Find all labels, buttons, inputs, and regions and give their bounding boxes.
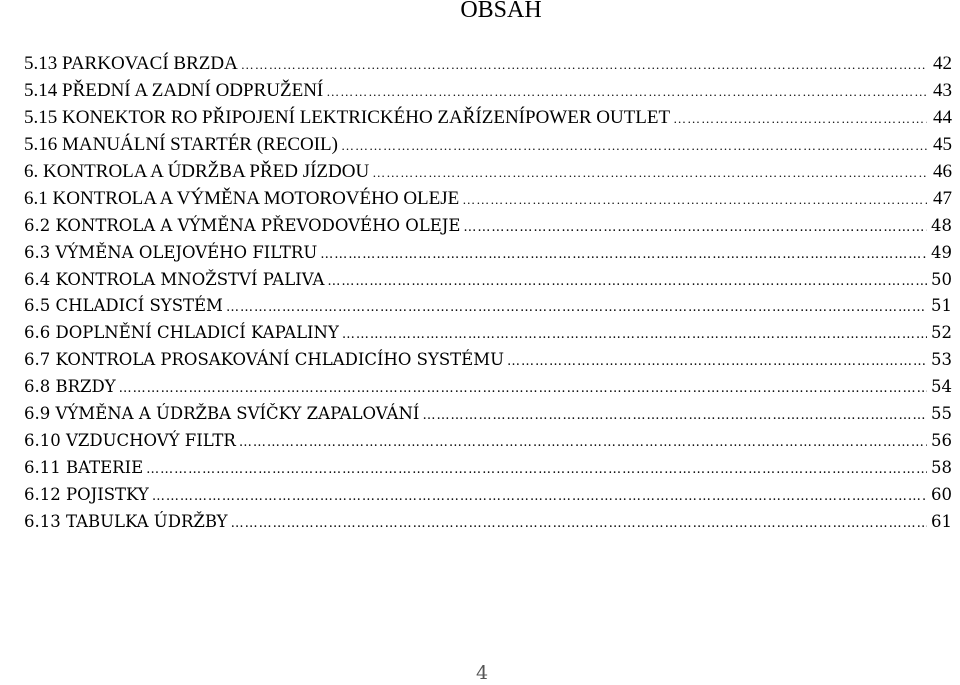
toc-entry[interactable] bbox=[24, 105, 952, 132]
toc-entry-page: 46 bbox=[933, 160, 952, 182]
toc-entry-page: 61 bbox=[931, 511, 952, 531]
toc-entry-label: 6.13 TABULKA ÚDRŽBY bbox=[24, 511, 228, 531]
toc-entry[interactable] bbox=[24, 186, 952, 213]
toc-leader-dots bbox=[673, 106, 927, 132]
toc-entry[interactable] bbox=[24, 320, 952, 347]
toc-leader-dots bbox=[462, 187, 927, 213]
toc-leader-dots bbox=[320, 242, 927, 268]
toc-entry[interactable] bbox=[24, 159, 952, 186]
toc-entry-label: 5.13 PARKOVACÍ BRZDA bbox=[24, 53, 238, 74]
toc-leader-dots bbox=[152, 484, 927, 510]
toc-entry-page: 58 bbox=[931, 458, 952, 478]
toc-leader-dots bbox=[341, 133, 927, 159]
toc-entry-page: 48 bbox=[931, 215, 952, 235]
toc-entry[interactable] bbox=[24, 428, 952, 455]
toc-entry-page: 45 bbox=[933, 133, 952, 155]
toc-entry[interactable] bbox=[24, 132, 952, 159]
toc-entry-label: 6. KONTROLA A ÚDRŽBA PŘED JÍZDOU bbox=[24, 160, 370, 182]
toc-entry-page: 49 bbox=[931, 242, 952, 262]
toc-entry[interactable] bbox=[24, 293, 952, 320]
page-number: 4 bbox=[475, 662, 489, 684]
table-of-contents bbox=[24, 51, 952, 536]
toc-entry-label: 6.3 VÝMĚNA OLEJOVÉHO FILTRU bbox=[24, 242, 318, 262]
toc-entry[interactable] bbox=[24, 51, 952, 78]
toc-leader-dots bbox=[146, 457, 927, 483]
toc-entry-label: 5.15 KONEKTOR RO PŘIPOJENÍ LEKTRICKÉHO ZAŘÍZENÍPOWER OUTLET bbox=[24, 106, 671, 128]
toc-leader-dots bbox=[239, 430, 927, 456]
toc-leader-dots bbox=[119, 376, 927, 402]
toc-entry-label: 6.4 KONTROLA MNOŽSTVÍ PALIVA bbox=[24, 269, 325, 289]
toc-entry-label: 6.12 POJISTKY bbox=[24, 485, 149, 504]
toc-leader-dots bbox=[231, 511, 927, 537]
toc-leader-dots bbox=[226, 295, 927, 321]
toc-leader-dots bbox=[372, 160, 927, 186]
toc-leader-dots bbox=[463, 215, 927, 241]
toc-entry-label: 6.1 KONTROLA A VÝMĚNA MOTOROVÉHO OLEJE bbox=[24, 187, 460, 209]
toc-entry-label: 6.5 CHLADICÍ SYSTÉM bbox=[24, 296, 223, 316]
toc-entry-label: 6.10 VZDUCHOVÝ FILTR bbox=[24, 431, 236, 451]
toc-leader-dots bbox=[507, 349, 927, 375]
toc-entry-page: 52 bbox=[931, 323, 952, 343]
toc-entry[interactable] bbox=[24, 374, 952, 401]
toc-entry[interactable] bbox=[24, 267, 952, 294]
toc-leader-dots bbox=[327, 269, 927, 295]
toc-entry[interactable] bbox=[24, 347, 952, 374]
toc-leader-dots bbox=[326, 79, 927, 105]
toc-entry-label: 5.14 PŘEDNÍ A ZADNÍ ODPRUŽENÍ bbox=[24, 79, 324, 101]
toc-entry-page: 53 bbox=[931, 350, 952, 370]
toc-entry-label: 5.16 MANUÁLNÍ STARTÉR (RECOIL) bbox=[24, 133, 338, 155]
toc-entry-page: 50 bbox=[931, 269, 952, 289]
toc-entry-page: 51 bbox=[931, 296, 952, 316]
toc-entry-label: 6.11 BATERIE bbox=[24, 458, 144, 478]
toc-entry-page: 55 bbox=[931, 404, 952, 424]
toc-entry-page: 43 bbox=[933, 79, 952, 101]
toc-entry[interactable] bbox=[24, 213, 952, 240]
toc-entry[interactable] bbox=[24, 240, 952, 267]
toc-entry-label: 6.8 BRZDY bbox=[24, 377, 116, 397]
toc-entry-label: 6.9 VÝMĚNA A ÚDRŽBA SVÍČKY ZAPALOVÁNÍ bbox=[24, 404, 420, 424]
toc-entry[interactable] bbox=[24, 509, 952, 536]
toc-entry-label: 6.6 DOPLNĚNÍ CHLADICÍ KAPALINY bbox=[24, 323, 339, 343]
toc-entry-page: 47 bbox=[933, 187, 952, 209]
toc-leader-dots bbox=[422, 403, 927, 429]
toc-entry-label: 6.7 KONTROLA PROSAKOVÁNÍ CHLADICÍHO SYSTÉMU bbox=[24, 350, 504, 370]
page-title: OBSAH bbox=[460, 0, 542, 23]
toc-entry-page: 54 bbox=[931, 377, 952, 397]
toc-entry-label: 6.2 KONTROLA A VÝMĚNA PŘEVODOVÉHO OLEJE bbox=[24, 215, 461, 235]
toc-leader-dots bbox=[241, 52, 927, 78]
toc-entry[interactable] bbox=[24, 482, 952, 509]
toc-entry-page: 56 bbox=[931, 431, 952, 451]
toc-entry[interactable] bbox=[24, 78, 952, 105]
toc-entry[interactable] bbox=[24, 455, 952, 482]
toc-entry-page: 44 bbox=[933, 106, 952, 128]
toc-entry[interactable] bbox=[24, 401, 952, 428]
toc-entry-page: 60 bbox=[931, 485, 952, 504]
toc-leader-dots bbox=[342, 322, 927, 348]
toc-entry-page: 42 bbox=[933, 53, 952, 74]
